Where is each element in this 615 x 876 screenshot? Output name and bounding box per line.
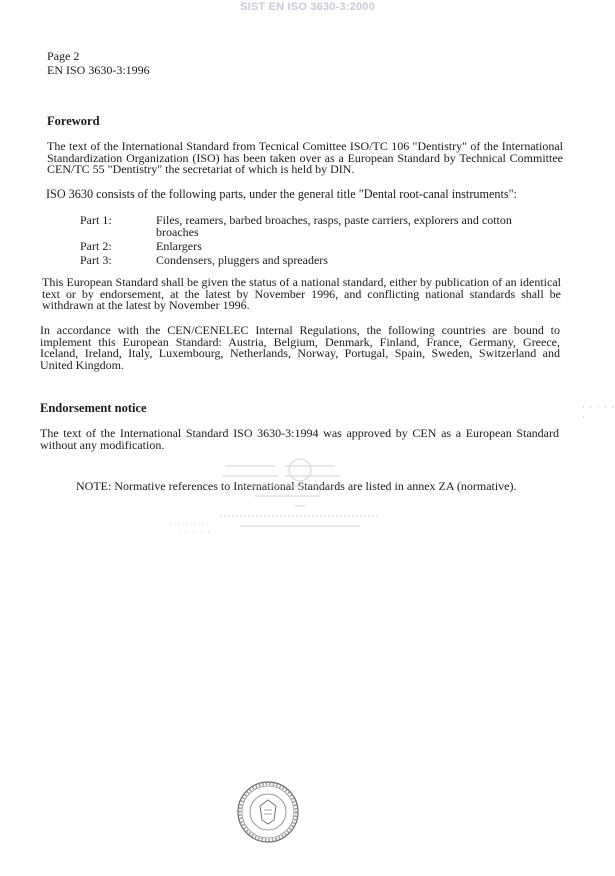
foreword-paragraph-1: The text of the International Standard from Tecnical Comittee ISO/TC 106 "Dentistry" of the International Standardization Organization (ISO) has been taken over as a European Standard by Technical Committee CEN/TC 55 "Dentistry" the secretariat of which is held by DIN. (47, 139, 563, 176)
margin-dots: · · · · · · (582, 402, 615, 422)
part-label: Part 1: (80, 213, 112, 227)
seal-icon (236, 780, 300, 844)
foreword-paragraph-3: This European Standard shall be given the status of a national standard, either by publication of an identical text or by endorsement, at the latest by November 1996, and conflicting national standards shall be withdrawn at the latest by November 1996. (42, 275, 561, 312)
part-label: Part 2: (80, 239, 112, 253)
part-title: Condensers, pluggers and spreaders (156, 253, 328, 267)
document-id: EN ISO 3630-3:1996 (47, 63, 150, 77)
list-item (80, 240, 550, 252)
endorsement-paragraph: The text of the International Standard ISO 3630-3:1994 was approved by CEN as a European Standard without any modification. (40, 426, 559, 452)
list-item (80, 254, 550, 266)
part-label: Part 3: (80, 253, 112, 267)
page-number: Page 2 (47, 49, 80, 63)
foreword-heading: Foreword (47, 114, 100, 128)
foreword-paragraph-4: In accordance with the CEN/CENELEC Internal Regulations, the following countries are bound to implement this European Standard: Austria, Belgium, Denmark, Finland, France, Germany, Greece, Iceland, Ireland, Italy, Luxembourg, Netherlands, Norway, Portugal, Spain, Sweden, Switzerland and United Kingdom. (40, 323, 560, 372)
part-title: Files, reamers, barbed broaches, rasps, paste carriers, explorers and cotton broaches (156, 213, 512, 239)
faint-stamp-impression (170, 452, 430, 537)
foreword-paragraph-2: ISO 3630 consists of the following parts, under the general title "Dental root-canal instruments": (46, 187, 517, 201)
part-title: Enlargers (156, 239, 202, 253)
list-item (80, 214, 550, 238)
round-seal-stamp (236, 780, 300, 844)
faint-stamp-icon (170, 452, 430, 537)
endorsement-heading: Endorsement notice (40, 401, 147, 415)
normative-note: NOTE: Normative references to International Standards are listed in annex ZA (normative). (76, 479, 517, 493)
parts-list (80, 214, 550, 268)
watermark: SIST EN ISO 3630-3:2000 (240, 1, 375, 13)
